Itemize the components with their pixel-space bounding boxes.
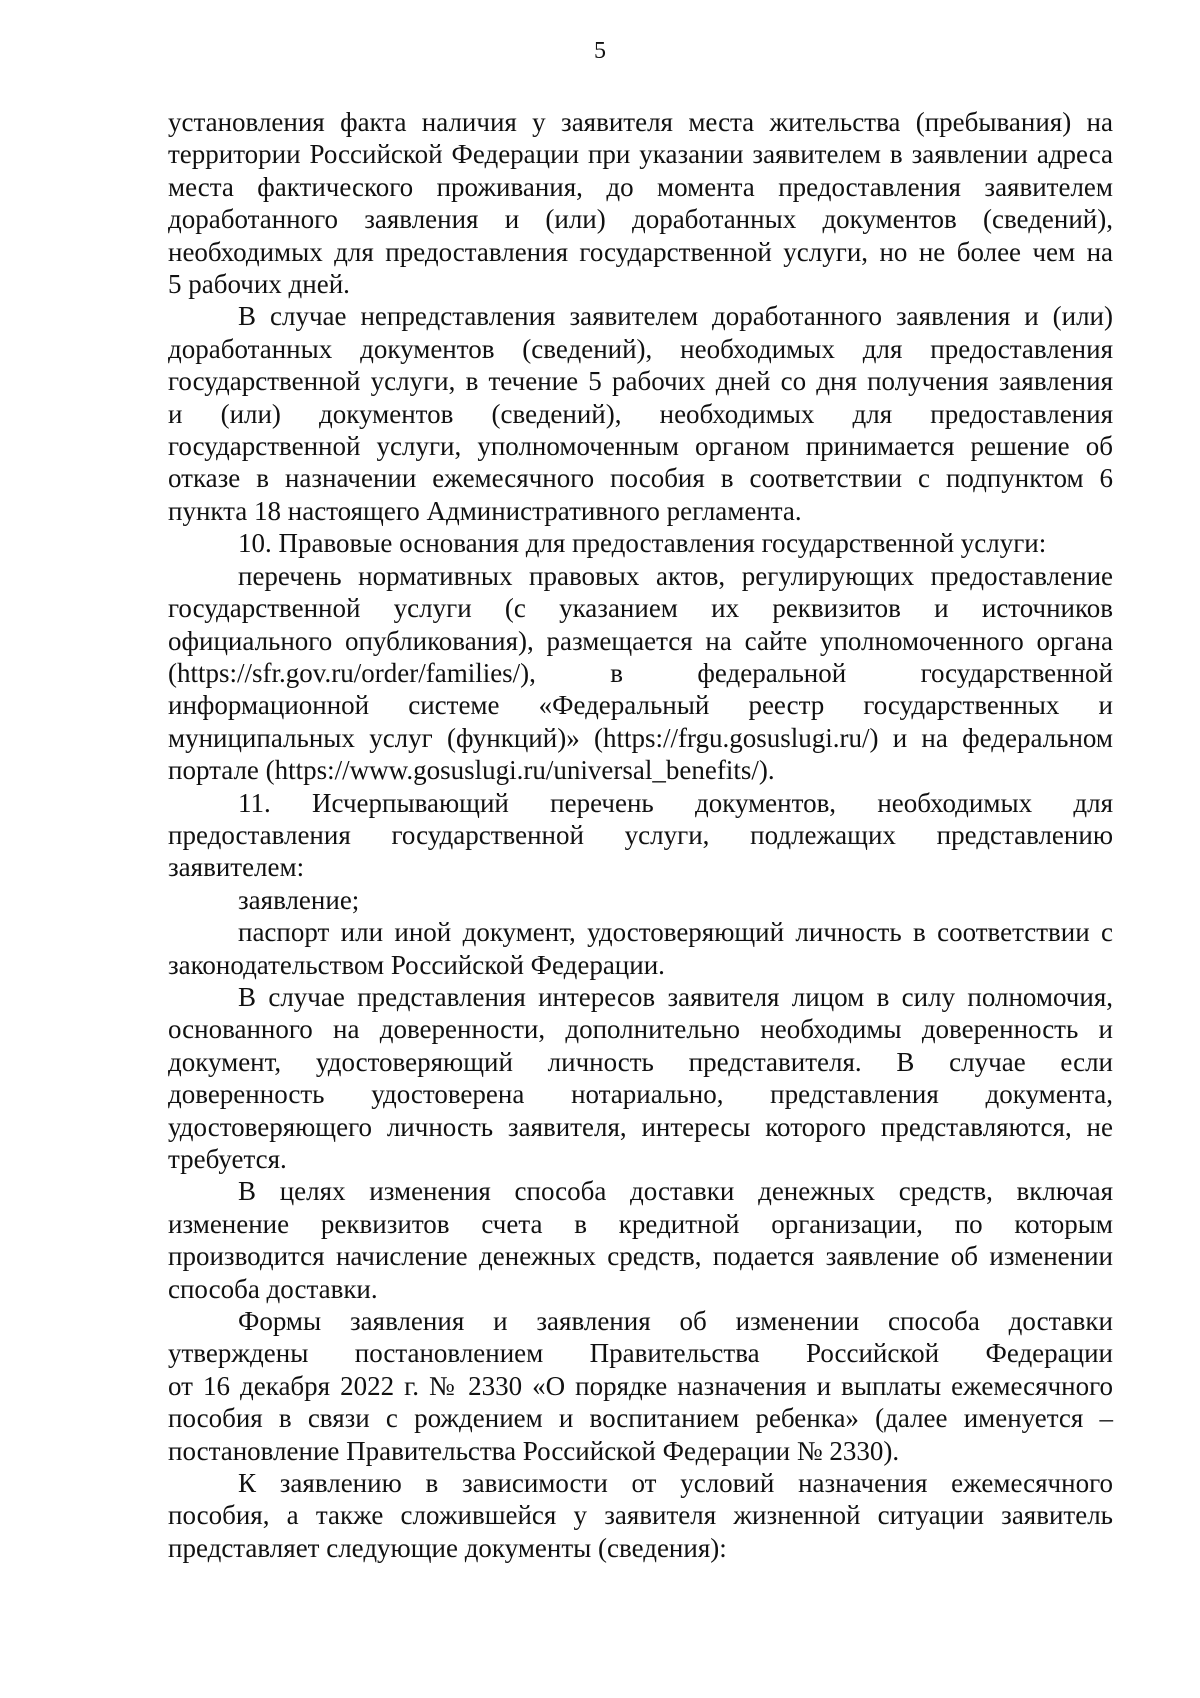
text-line: пособия, а также сложившейся у заявителя жизненной ситуации заявитель	[168, 1500, 1113, 1531]
text-line: заявителем:	[168, 852, 305, 883]
text-line: документ, удостоверяющий личность представителя. В случае если	[168, 1046, 1113, 1077]
text-line: портале (https://www.gosuslugi.ru/universal_benefits/).	[168, 755, 775, 786]
paragraph	[168, 527, 1113, 559]
text-line: представляет следующие документы (сведения):	[168, 1532, 727, 1563]
paragraph	[168, 1175, 1113, 1305]
text-line: 5 рабочих дней.	[168, 269, 350, 300]
paragraph	[168, 787, 1113, 884]
text-line: изменение реквизитов счета в кредитной организации, по которым	[168, 1208, 1113, 1239]
text-line: пункта 18 настоящего Административного регламента.	[168, 495, 802, 526]
paragraph	[168, 106, 1113, 300]
text-line: К заявлению в зависимости от условий назначения ежемесячного	[238, 1468, 1113, 1499]
text-line: постановление Правительства Российской Федерации № 2330).	[168, 1435, 900, 1466]
text-line: В случае непредставления заявителем доработанного заявления и (или)	[238, 301, 1113, 332]
paragraph	[168, 560, 1113, 787]
text-line: основанного на доверенности, дополнительно необходимы доверенность и	[168, 1014, 1113, 1045]
text-line: государственной услуги, уполномоченным органом принимается решение об	[168, 431, 1113, 462]
text-line: предоставления государственной услуги, подлежащих представлению	[168, 819, 1113, 850]
text-line: паспорт или иной документ, удостоверяющий личность в соответствии с	[238, 917, 1113, 948]
text-line: информационной системе «Федеральный реестр государственных и	[168, 690, 1113, 721]
text-line: законодательством Российской Федерации.	[168, 949, 665, 980]
text-line: муниципальных услуг (функций)» (https://frgu.gosuslugi.ru/) и на федеральном	[168, 722, 1113, 753]
text-line: отказе в назначении ежемесячного пособия в соответствии с подпунктом 6	[168, 463, 1113, 494]
text-line: способа доставки.	[168, 1273, 378, 1304]
text-line: доработанного заявления и (или) доработанных документов (сведений),	[168, 204, 1113, 235]
text-line: доработанных документов (сведений), необходимых для предоставления	[168, 333, 1113, 364]
text-line: пособия в связи с рождением и воспитанием ребенка» (далее именуется –	[168, 1403, 1113, 1434]
text-line: требуется.	[168, 1144, 287, 1174]
text-line: В случае представления интересов заявителя лицом в силу полномочия,	[238, 981, 1113, 1012]
text-line: утверждены постановлением Правительства Российской Федерации	[168, 1338, 1113, 1369]
text-line: доверенность удостоверена нотариально, представления документа,	[168, 1079, 1113, 1110]
text-line: места фактического проживания, до момента предоставления заявителем	[168, 171, 1113, 202]
paragraph	[168, 1467, 1113, 1564]
paragraph	[168, 981, 1113, 1175]
text-line: территории Российской Федерации при указании заявителем в заявлении адреса	[168, 139, 1113, 170]
text-line: производится начисление денежных средств, подается заявление об изменении	[168, 1241, 1113, 1272]
text-line: удостоверяющего личность заявителя, интересы которого представляются, не	[168, 1111, 1113, 1142]
text-line: заявление;	[238, 884, 360, 915]
text-line: государственной услуги, в течение 5 рабочих дней со дня получения заявления	[168, 366, 1113, 397]
paragraph	[168, 884, 1113, 916]
text-line: (https://sfr.gov.ru/order/families/), в федеральной государственной	[168, 657, 1113, 688]
text-line: Формы заявления и заявления об изменении способа доставки	[238, 1306, 1113, 1337]
text-line: 10. Правовые основания для предоставления государственной услуги:	[238, 528, 1047, 559]
page-number: 5	[594, 38, 606, 64]
paragraph	[168, 300, 1113, 527]
text-line: В целях изменения способа доставки денежных средств, включая	[238, 1176, 1113, 1207]
text-line: перечень нормативных правовых актов, регулирующих предоставление	[238, 560, 1113, 591]
text-line: установления факта наличия у заявителя места жительства (пребывания) на	[168, 107, 1113, 137]
document-body	[168, 106, 1113, 1564]
text-line: необходимых для предоставления государственной услуги, но не более чем на	[168, 236, 1113, 267]
text-line: 11. Исчерпывающий перечень документов, необходимых для	[238, 787, 1113, 818]
text-line: от 16 декабря 2022 г. № 2330 «О порядке назначения и выплаты ежемесячного	[168, 1370, 1113, 1401]
text-line: и (или) документов (сведений), необходимых для предоставления	[168, 398, 1113, 429]
paragraph	[168, 916, 1113, 981]
text-line: официального опубликования), размещается на сайте уполномоченного органа	[168, 625, 1113, 656]
paragraph	[168, 1305, 1113, 1467]
text-line: государственной услуги (с указанием их реквизитов и источников	[168, 593, 1113, 624]
